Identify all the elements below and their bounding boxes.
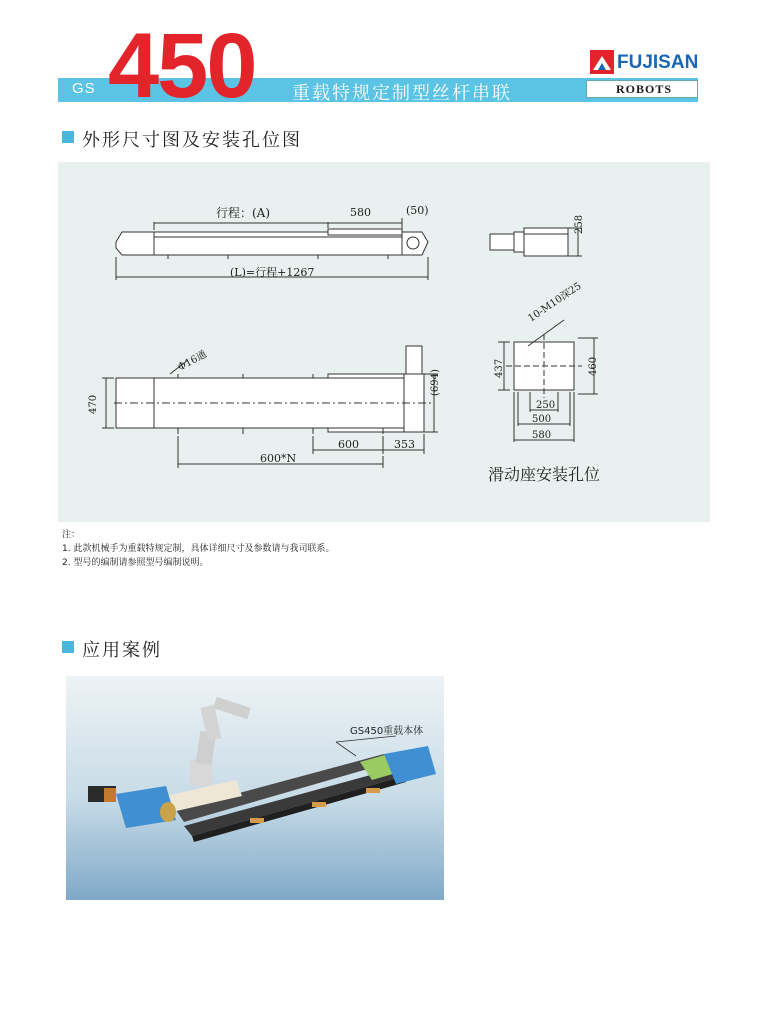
- end-view: [490, 228, 582, 256]
- brand-name: FUJISAN: [617, 52, 699, 73]
- notes-title: 注：: [62, 530, 81, 540]
- application-photo: [66, 676, 444, 900]
- slider-holes-label: 10-M10深25: [526, 280, 584, 325]
- brand-tagline: ROBOTS: [615, 82, 672, 96]
- note-item: 2. 型号的编制请参照型号编制说明。: [62, 558, 209, 568]
- product-subtitle: 重载特规定制型丝杆串联: [292, 83, 512, 104]
- dim-250: 250: [536, 400, 556, 411]
- plan-view: [102, 346, 438, 468]
- dim-258: 258: [574, 214, 585, 234]
- dim-600-n: 600*N: [260, 452, 297, 465]
- dim-580-slider: 580: [532, 430, 552, 441]
- length-label: (L)=行程+1267: [230, 266, 315, 279]
- model-prefix: GS: [72, 80, 96, 97]
- note-item: 1. 此款机械手为重载特规定制，具体详细尺寸及参数请与我司联系。: [62, 544, 335, 554]
- notes: [62, 528, 334, 570]
- section-title-application: 应用案例: [82, 640, 162, 661]
- section-marker-icon: [62, 641, 74, 653]
- stroke-label: 行程：(A): [216, 206, 271, 220]
- photo-callout: GS450重载本体: [350, 726, 424, 737]
- slider-caption: 滑动座安装孔位: [488, 465, 601, 484]
- section-title-dimensions: 外形尺寸图及安装孔位图: [82, 130, 302, 151]
- dim-50: (50): [406, 204, 429, 217]
- model-number: 450: [108, 15, 256, 117]
- dim-470: 470: [88, 394, 99, 414]
- dim-353: 353: [394, 438, 415, 451]
- dim-580-top: 580: [350, 206, 371, 219]
- fujisan-logo-icon: [590, 50, 614, 74]
- drawing-panel: [58, 162, 710, 522]
- dim-460: 460: [588, 356, 599, 376]
- dim-500: 500: [532, 414, 552, 425]
- section-marker-icon: [62, 131, 74, 143]
- dimension-drawing: [58, 162, 710, 522]
- dim-437: 437: [494, 358, 505, 378]
- hole-label: Φ16通: [176, 349, 209, 374]
- dim-694: (694): [430, 369, 441, 396]
- dim-600: 600: [338, 438, 359, 451]
- application-render: [66, 676, 444, 900]
